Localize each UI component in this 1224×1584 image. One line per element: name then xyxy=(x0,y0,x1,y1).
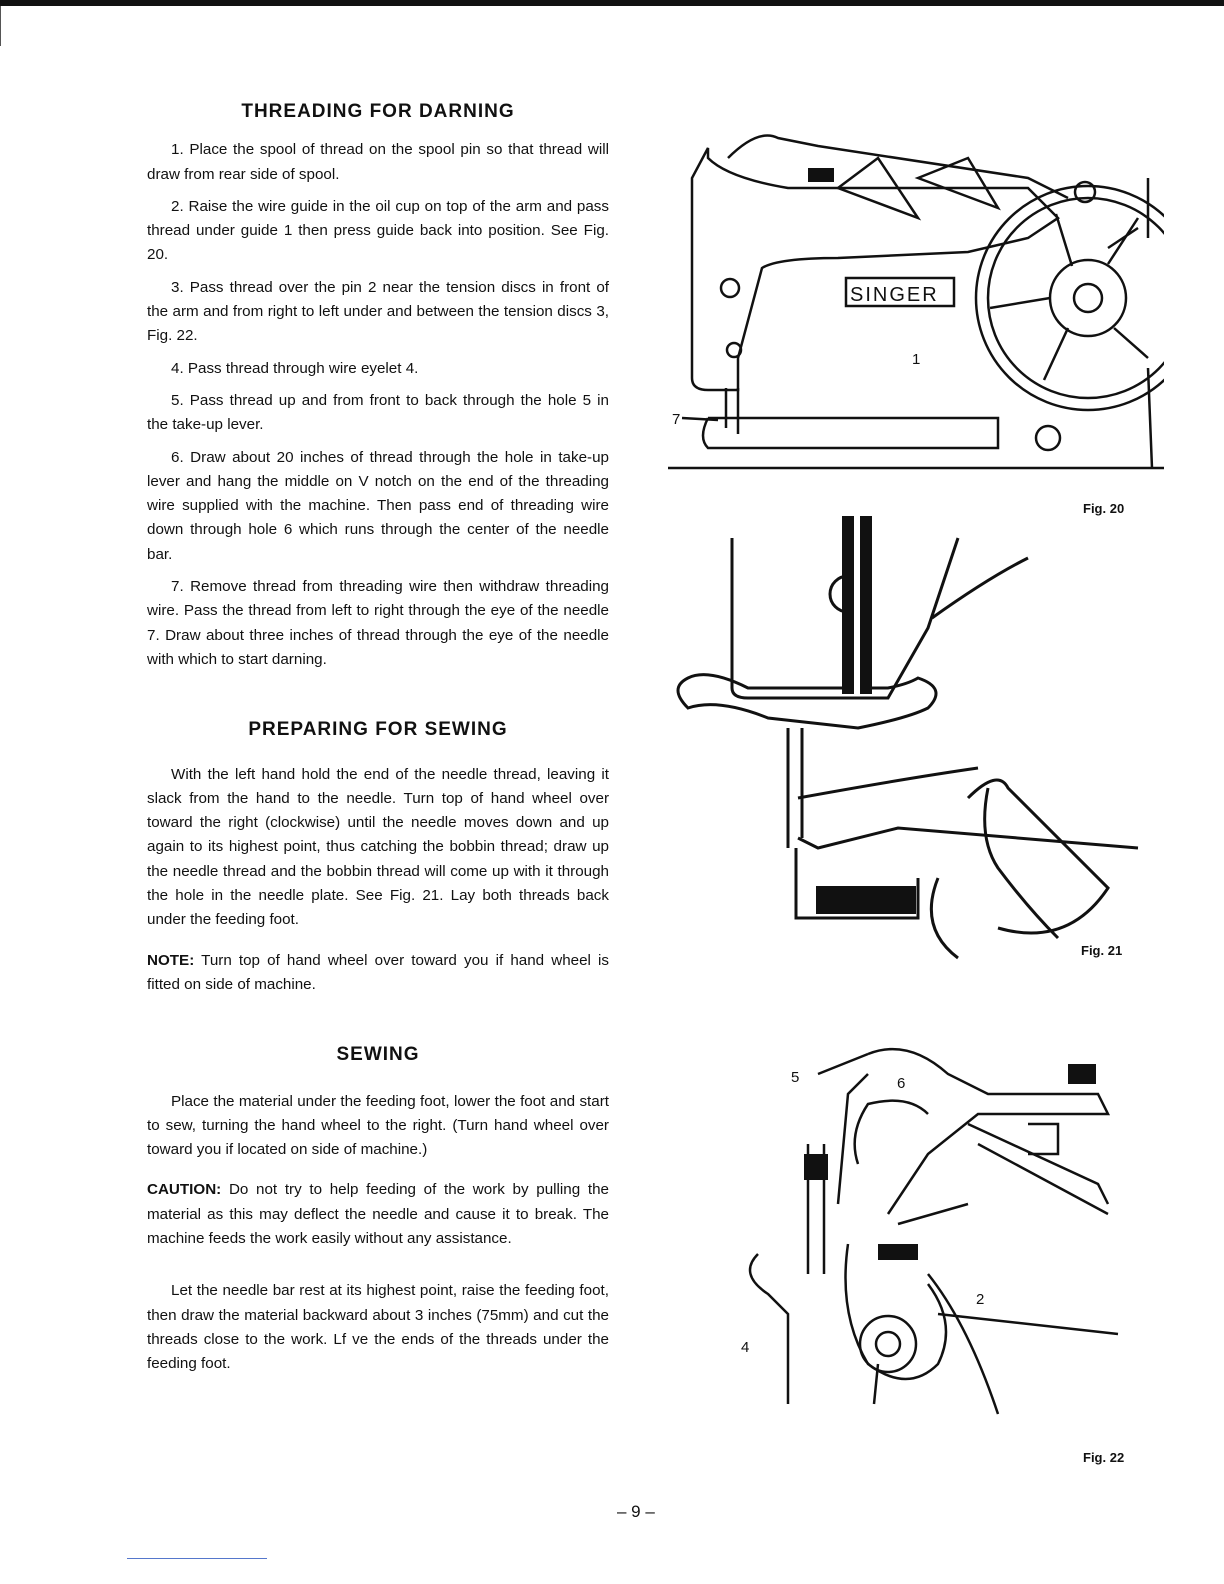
fig-21-caption: Fig. 21 xyxy=(1081,943,1123,958)
caution-text: Do not try to help feeding of the work by pulling the material as this may deflect the needle and cause it to break. The machine feeds the work easily without any assistance. xyxy=(147,1181,609,1247)
bottom-underline xyxy=(127,1558,267,1559)
fig-20-caption: Fig. 20 xyxy=(1083,501,1125,516)
preparing-body: With the left hand hold the end of the needle thread, leaving it slack from the hand to the needle. Turn top of hand wheel over toward the right (clockwise) until the needle moves down and up again to its highest point, thus catching the bobbin thread; draw up the needle thread and the bobbin thread will come up with it through the hole in the needle plate. See Fig. 21. Lay both threads back under the feeding foot. xyxy=(147,765,609,929)
figure-20-illustration xyxy=(668,118,1164,480)
step-5: 5. Pass thread up and from front to back through the hole 5 in the take-up lever. xyxy=(147,391,609,434)
sewing-body: Place the material under the feeding foot, lower the foot and start to sew, turning the hand wheel to the right. (Turn hand wheel over toward you if located on side of machine.) xyxy=(147,1092,609,1159)
heading-sewing: SEWING xyxy=(336,1044,420,1066)
step-2: 2. Raise the wire guide in the oil cup on top of the arm and pass thread under guide 1 then press guide back into position. See Fig. 20. xyxy=(147,197,609,264)
fig20-callout-1: 1 xyxy=(912,351,921,368)
step-7: 7. Remove thread from threading wire then withdraw threading wire. Pass the thread from left to right through the eye of the needle 7. Draw about three inches of thread through the eye of the needle with which to start darning. xyxy=(147,578,609,668)
fig-22-caption: Fig. 22 xyxy=(1083,1450,1125,1465)
page-number: – 9 – xyxy=(617,1502,655,1521)
fig22-callout-2: 2 xyxy=(976,1291,985,1308)
caution-label: CAUTION: xyxy=(147,1181,222,1199)
caution-paragraph xyxy=(147,1178,609,1251)
left-border xyxy=(0,6,1,46)
step-3: 3. Pass thread over the pin 2 near the tension discs in front of the arm and from right to left under and between the tension discs 3, Fig. 22. xyxy=(147,278,609,345)
note-paragraph xyxy=(147,949,609,998)
figure-21-illustration xyxy=(668,508,1148,970)
fig22-callout-5: 5 xyxy=(791,1069,800,1086)
step-4: 4. Pass thread through wire eyelet 4. xyxy=(171,359,419,377)
step-6: 6. Draw about 20 inches of thread through the hole in take-up lever and hang the middle on V notch on the end of the threading wire supplied with the machine. Then pass end of threading wire down through hole 6 which runs through the center of the needle bar. xyxy=(147,448,609,563)
figure-22-illustration xyxy=(728,1034,1128,1426)
step-1: 1. Place the spool of thread on the spool pin so that thread will draw from rear side of spool. xyxy=(147,141,609,183)
fig22-callout-4: 4 xyxy=(741,1339,750,1356)
fig22-callout-6: 6 xyxy=(897,1075,906,1092)
heading-threading: THREADING FOR DARNING xyxy=(241,101,515,122)
sewing-final: Let the needle bar rest at its highest point, raise the feeding foot, then draw the material backward about 3 inches (75mm) and cut the threads close to the work. Lf ve the ends of the threads under the feeding foot. xyxy=(147,1282,609,1373)
note-text: Turn top of hand wheel over toward you if hand wheel is fitted on side of machine. xyxy=(147,951,609,993)
singer-brand-label: SINGER xyxy=(850,284,939,306)
text-column xyxy=(147,100,609,1384)
fig20-callout-7: 7 xyxy=(672,411,681,428)
top-border xyxy=(0,0,1224,6)
note-label: NOTE: xyxy=(147,951,195,969)
heading-preparing: PREPARING FOR SEWING xyxy=(248,719,508,741)
